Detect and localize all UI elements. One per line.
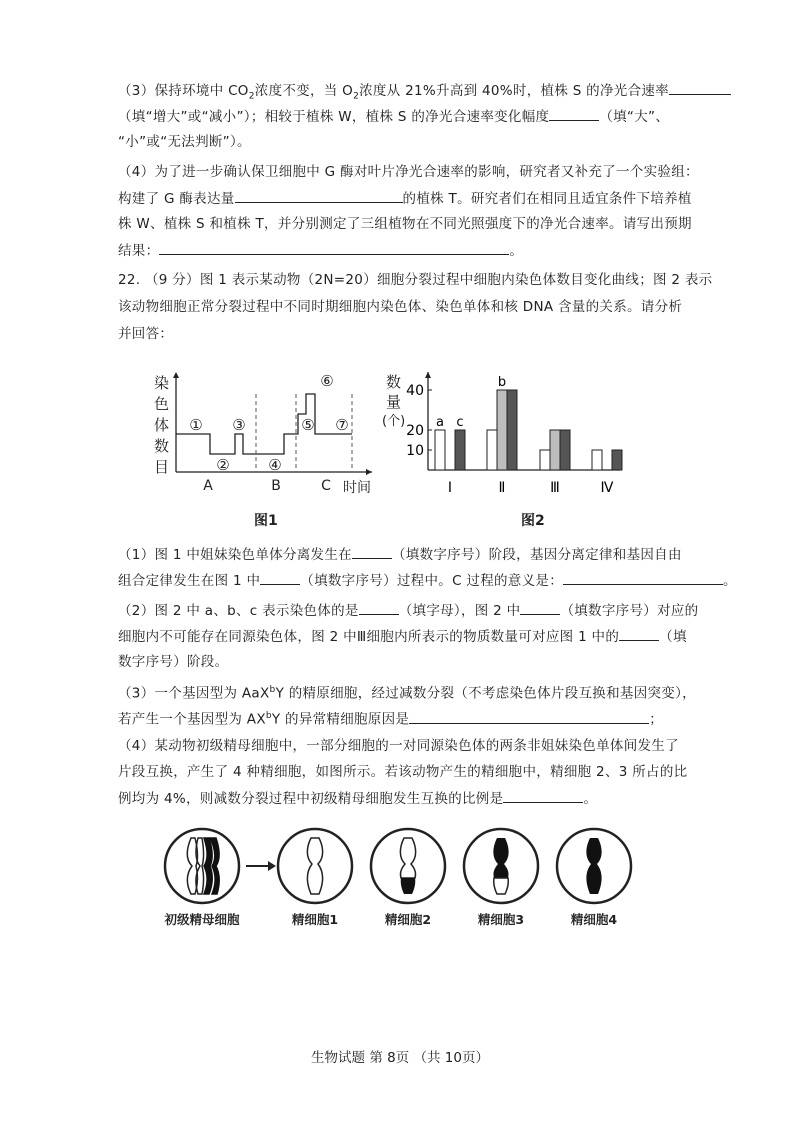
sup: b: [265, 711, 272, 721]
fig2-bar-a: [487, 430, 497, 470]
fig1-stage-label: ⑤: [301, 416, 315, 434]
text: （1）图 1 中姐妹染色单体分离发生在: [118, 547, 352, 563]
fig1-ylabel-char: 目: [154, 458, 170, 476]
fig1-x-label: 时间: [343, 480, 371, 496]
chromosome-black-top-icon: [493, 838, 508, 878]
fig2-bar-c: [507, 390, 517, 470]
figure-1-chart: [150, 372, 380, 502]
fig2-category-label: Ⅳ: [600, 480, 614, 496]
text: （填数字序号）过程中。C 过程的意义是：: [300, 573, 563, 589]
answer-blank[interactable]: [669, 80, 731, 95]
fig2-y-arrow: [425, 372, 431, 378]
q22-intro-line1: 22. （9 分）图 1 表示某动物（2N=20）细胞分裂过程中细胞内染色体数目变化曲线；图 2 表示: [118, 272, 713, 288]
answer-blank[interactable]: [235, 188, 403, 203]
answer-blank[interactable]: [563, 570, 723, 585]
answer-blank[interactable]: [549, 106, 599, 121]
q21-p3-line3: “小”或“无法判断”）。: [118, 134, 251, 150]
q22-sub1-line2: [118, 570, 737, 591]
q22-sub2-line3: 数字序号）阶段。: [118, 654, 229, 670]
q22-sub4-line2: 片段互换，产生了 4 种精细胞，如图所示。若该动物产生的精细胞中，精细胞 2、3 所占的比: [118, 764, 688, 780]
text: （填: [659, 629, 687, 645]
homologous-pair-icon: [187, 838, 219, 894]
answer-blank[interactable]: [503, 788, 583, 803]
fig2-category-label: Ⅱ: [498, 480, 506, 496]
fig2-y-tick: 40: [406, 383, 424, 399]
fig2-series-label: c: [456, 415, 464, 430]
sub: 2: [353, 91, 360, 102]
text: 细胞内不可能存在同源染色体，图 2 中Ⅲ细胞内所表示的物质数量可对应图 1 中的: [118, 629, 620, 645]
fig1-stage-label: ④: [268, 456, 282, 474]
fig1-ylabel-char: 染: [154, 374, 170, 392]
q22-sub4-line1: （4）某动物初级精母细胞中，一部分细胞的一对同源染色体的两条非姐妹染色单体间发生了: [118, 738, 679, 754]
text: （填“大”、: [599, 109, 670, 125]
answer-blank[interactable]: [409, 709, 649, 724]
text: ；: [649, 711, 664, 728]
fig2-series-label: a: [436, 415, 444, 430]
answer-blank[interactable]: [359, 600, 399, 615]
text: 组合定律发生在图 1 中: [118, 573, 261, 589]
fig2-y-tick: 10: [406, 443, 424, 459]
fig1-ylabel-char: 体: [154, 416, 170, 434]
fig1-phase-label: A: [203, 478, 213, 494]
text: （填“增大”或“减小”）；相较于植株 W，植株 S 的净光合速率变化幅度: [118, 109, 550, 125]
text: 浓度从 21%升高到 40%时，植株 S 的净光合速率: [359, 83, 669, 99]
answer-blank[interactable]: [352, 544, 392, 559]
fig2-unit: (个): [382, 414, 406, 429]
fig1-stage-label: ⑦: [335, 416, 349, 434]
fig2-bar-a: [435, 430, 445, 470]
answer-blank[interactable]: [619, 626, 659, 641]
sup: b: [269, 685, 276, 695]
cell-label: 精细胞4: [570, 912, 618, 927]
sub: 2: [248, 91, 255, 102]
q21-p4-line2: [118, 188, 692, 209]
chromosome-black-icon: [586, 838, 601, 894]
text: （3）保持环境中 CO: [118, 83, 249, 99]
fig1-stage-label: ①: [189, 416, 203, 434]
q22-sub4-line3: [118, 788, 597, 809]
fig1-stage-label: ③: [232, 416, 246, 434]
text: （3）一个基因型为 AaX: [118, 685, 270, 702]
cell-label: 精细胞3: [477, 912, 525, 927]
page-footer: [0, 1046, 800, 1066]
fig2-category-label: Ⅲ: [550, 480, 560, 496]
answer-blank[interactable]: [520, 600, 560, 615]
fig1-ylabel-char: 色: [154, 395, 170, 413]
q21-p3-line1: [118, 80, 731, 107]
q22-intro-line2: 该动物细胞正常分裂过程中不同时期细胞内染色体、染色单体和核 DNA 含量的关系。请分析: [118, 299, 683, 315]
q22-intro-line3: 并回答：: [118, 326, 174, 342]
footer-text: 生物试题 第 8页 （共 10页）: [311, 1050, 489, 1066]
text: 的植株 T。研究者们在相同且适宜条件下培养植: [402, 191, 692, 207]
text: Y 的精原细胞，经过减数分裂（不考虑染色体片段互换和基因突变），: [275, 685, 696, 702]
fig1-stage-label: ②: [216, 456, 230, 474]
figure-2-title: 图2: [521, 513, 545, 529]
q22-sub3-line1: [118, 680, 696, 704]
chromosome-black-bottom-icon: [401, 878, 416, 894]
sperm-cell-1: [278, 829, 352, 903]
q22-sub2-line2: [118, 626, 687, 647]
fig1-phase-label: B: [271, 478, 281, 494]
text: 。: [583, 791, 598, 807]
fig1-y-arrow: [173, 372, 179, 378]
text: 浓度不变，当 O: [254, 83, 354, 99]
fig2-bar-b: [497, 390, 507, 470]
fig2-bar-a: [592, 450, 602, 470]
fig1-ylabel-char: 数: [154, 437, 170, 455]
chromosome-white-bottom-icon: [494, 878, 509, 894]
text: 。: [723, 573, 737, 589]
answer-blank[interactable]: [159, 240, 509, 255]
fig1-x-arrow: [366, 469, 372, 475]
q22-sub1-line1: [118, 544, 682, 565]
fig2-bar-c: [455, 430, 465, 470]
cell-label: 精细胞2: [384, 912, 432, 927]
fig2-bar-a: [540, 450, 550, 470]
text: 构建了 G 酶表达量: [118, 191, 235, 207]
cell-label: 精细胞1: [291, 912, 339, 927]
text: 。: [509, 243, 524, 259]
q22-sub3-line2: [118, 706, 663, 730]
q21-p4-line3: 株 W、植株 S 和植株 T，并分别测定了三组植物在不同光照强度下的净光合速率。请写出预期: [118, 216, 692, 232]
chromosome-white-top-icon: [400, 838, 415, 878]
text: （填字母），图 2 中: [398, 603, 521, 619]
fig2-y-tick: 20: [406, 423, 424, 439]
fig2-ylabel-char: 量: [386, 393, 402, 411]
fig2-series-label: b: [497, 375, 507, 390]
figure-2-chart: [380, 370, 640, 500]
fig1-stage-label: ⑥: [320, 372, 334, 390]
fig2-ylabel-char: 数: [386, 373, 402, 391]
figure-1-title: 图1: [254, 513, 278, 529]
text: （填数字序号）对应的: [560, 603, 699, 619]
text: Y 的异常精细胞原因是: [271, 711, 410, 728]
fig2-bar-c: [560, 430, 570, 470]
text: （2）图 2 中 a、b、c 表示染色体的是: [118, 603, 359, 619]
q22-sub2-line1: [118, 600, 698, 621]
cell-label: 初级精母细胞: [164, 912, 240, 927]
fig2-category-label: Ⅰ: [447, 480, 453, 496]
text: 结果：: [118, 243, 160, 259]
fig2-bar-b: [550, 430, 560, 470]
answer-blank[interactable]: [260, 570, 300, 585]
q21-p3-line2: [118, 106, 669, 127]
text: 若产生一个基因型为 AX: [118, 711, 266, 728]
fig1-phase-label: C: [321, 478, 331, 494]
text: （填数字序号）阶段，基因分离定律和基因自由: [391, 547, 682, 563]
chromosome-white-icon: [307, 838, 322, 894]
arrow-head: [268, 861, 276, 871]
q21-p4-line4: [118, 240, 523, 261]
text: 例均为 4%，则减数分裂过程中初级精母细胞发生互换的比例是: [118, 791, 504, 807]
cell-diagram: [160, 820, 640, 940]
fig2-bar-c: [612, 450, 622, 470]
q21-p4-line1: （4）为了进一步确认保卫细胞中 G 酶对叶片净光合速率的影响，研究者又补充了一个实验组：: [118, 164, 699, 180]
